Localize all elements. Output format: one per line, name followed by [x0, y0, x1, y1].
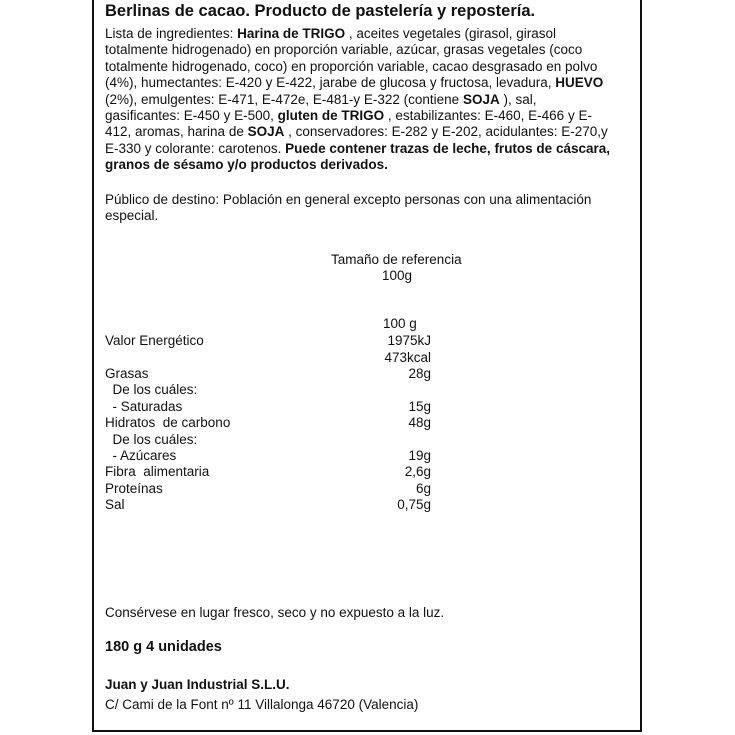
ingredient-allergen: Puede contener trazas de leche, frutos de cáscara, granos de sésamo y/o productos derivados.: [105, 140, 610, 173]
nutrition-row-label: Sal: [105, 497, 125, 513]
storage-text: Consérvese en lugar fresco, seco y no expuesto a la luz.: [105, 605, 445, 620]
nutrition-row-label: Proteínas: [105, 480, 163, 496]
ingredient-allergen: gluten de TRIGO: [277, 108, 385, 124]
nutrition-row-label: Hidratos de carbono: [105, 415, 231, 431]
nutrition-column-header: 100 g: [383, 316, 417, 331]
nutrition-row-label: - Saturadas: [105, 398, 183, 414]
energy-kcal-value: 473kcal: [384, 350, 431, 365]
energy-kj-value: 1975kJ: [387, 333, 431, 348]
audience-line-2: especial.: [105, 208, 159, 223]
ingredient-allergen: HUEVO: [555, 75, 604, 91]
ingredients-paragraph: [105, 26, 615, 174]
net-content: 180 g 4 unidades: [105, 639, 222, 655]
ingredient-allergen: SOJA: [247, 124, 285, 140]
nutrition-row-value: 6g: [415, 480, 431, 496]
ingredient-allergen: SOJA: [462, 91, 500, 107]
nutrition-row-label: Grasas: [105, 366, 149, 381]
ingredient-text: , conservadores: E-282 y E-202, acidulantes: E-270,y E-330 y colorante: carotenos.: [105, 124, 608, 156]
company-address: C/ Cami de la Font nº 11 Villalonga 46720 (Valencia): [105, 697, 419, 712]
reference-size-heading: Tamaño de referencia: [331, 252, 462, 267]
nutrition-row-label: De los cuáles:: [105, 382, 198, 398]
ingredient-text: ), sal, gasificantes: E-450 y E-500,: [105, 91, 537, 124]
nutrition-row-label: Fibra alimentaria: [105, 464, 210, 480]
nutrition-row-label: - Azúcares: [105, 448, 177, 463]
audience-line-1: Público de destino: Población en general excepto personas con una alimentación: [105, 192, 592, 207]
nutrition-row-value: 48g: [408, 415, 431, 431]
ingredient-text: (2%), emulgentes: E-471, E-472e, E-481-y E-322 (contiene: [105, 91, 463, 107]
nutrition-row-value: 2,6g: [404, 464, 431, 480]
ingredient-text: , estabilizantes: E-460, E-466 y E-412, aromas, harina de: [105, 108, 592, 140]
company-name: Juan y Juan Industrial S.L.U.: [105, 677, 290, 692]
nutrition-row-value: 15g: [408, 398, 431, 414]
nutrition-row-value: 19g: [408, 448, 431, 463]
nutrition-row-label: De los cuáles:: [105, 431, 198, 447]
ingredient-allergen: Harina de TRIGO: [237, 26, 346, 41]
product-title: Berlinas de cacao. Producto de pastelería y repostería.: [105, 2, 536, 20]
ingredient-text: , aceites vegetales (girasol, girasol totalmente hidrogenado) en proporción variable, azúcar, grasas vegetales (coco totalmente hidrogenado, coco) en proporción variable, cacao desgrasado en polvo (4%), humectantes: E-420 y E-422, jarabe de glucosa y fructosa, levadura,: [105, 26, 598, 91]
ingredient-text: Lista de ingredientes:: [105, 26, 238, 41]
nutrition-row-value: 28g: [408, 366, 431, 381]
energy-label: Valor Energético: [105, 333, 204, 348]
reference-size-value: 100g: [382, 268, 413, 283]
nutrition-row-value: 0,75g: [397, 497, 431, 513]
